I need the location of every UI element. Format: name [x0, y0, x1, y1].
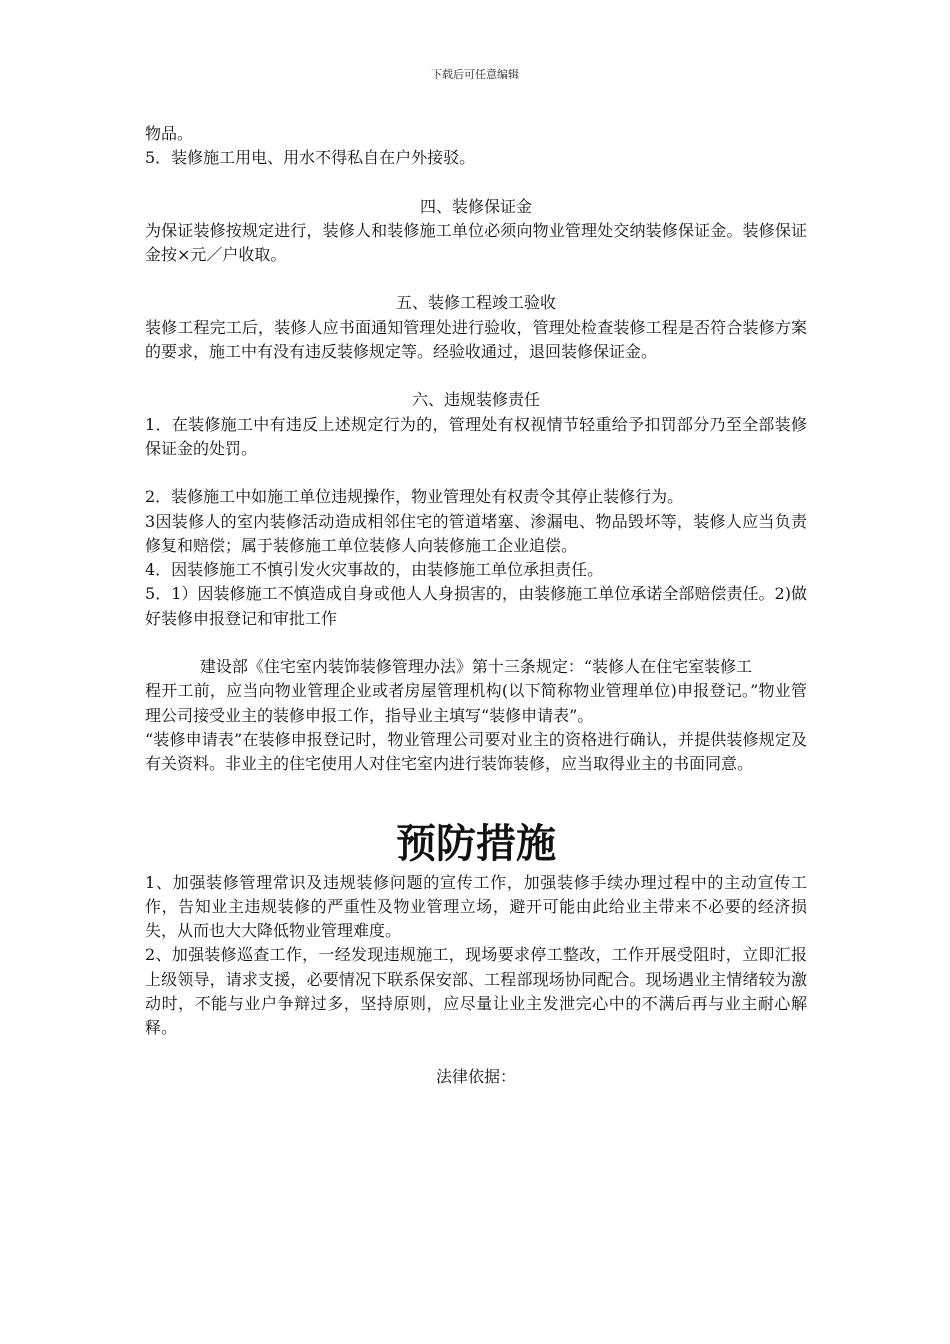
section-title: 预防措施	[396, 820, 556, 867]
paragraph: 物品。	[145, 124, 194, 143]
paragraph: 4．因装修施工不慎引发火灾事故的，由装修施工单位承担责任。	[145, 560, 604, 580]
paragraph: 1、加强装修管理常识及违规装修问题的宣传工作，加强装修手续办理过程中的主动宣传工作，告知业主违规装修的严重性及物业管理立场，避开可能由此给业主带来不必要的经济损失，从而也大大降低物业管理难度。	[145, 872, 807, 941]
page-header: 下载后可任意编辑	[431, 68, 519, 81]
document-body	[145, 122, 807, 1089]
paragraph: 1．在装修施工中有违反上述规定行为的，管理处有权视情节轻重给予扣罚部分乃至全部装修保证金的处罚。	[145, 414, 807, 458]
paragraph: “装修申请表”在装修申报登记时，物业管理公司要对业主的资格进行确认，并提供装修规定及有关资料。非业主的住宅使用人对住宅室内进行装饰装修，应当取得业主的书面同意。	[145, 729, 807, 774]
paragraph: 建设部《住宅室内装饰装修管理办法》第十三条规定：“装修人在住宅室装修工	[199, 657, 753, 677]
paragraph: 程开工前，应当向物业管理企业或者房屋管理机构(以下简称物业管理单位)申报登记。”物业管理公司接受业主的装修申报工作，指导业主填写“装修申请表”。	[145, 681, 807, 725]
paragraph: 装修工程完工后，装修人应书面通知管理处进行验收，管理处检查装修工程是否符合装修方案的要求，施工中有没有违反装修规定等。经验收通过，退回装修保证金。	[145, 317, 807, 362]
paragraph: 为保证装修按规定进行，装修人和装修施工单位必须向物业管理处交纳装修保证金。装修保证金按×元／户收取。	[145, 220, 807, 265]
section-heading: 六、违规装修责任	[411, 390, 540, 410]
section-heading: 四、装修保证金	[419, 196, 532, 216]
paragraph: 2、加强装修巡查工作，一经发现违规施工，现场要求停工整改，工作开展受阻时，立即汇报上级领导，请求支援，必要情况下联系保安部、工程部现场协同配合。现场遇业主情绪较为激动时，不能与业户争辩过多，坚持原则，应尽量让业主发泄完心中的不满后再与业主耐心解释。	[145, 945, 807, 1038]
paragraph: 5．1）因装修施工不慎造成自身或他人人身损害的，由装修施工单位承诺全部赔偿责任。2)做好装修申报登记和审批工作	[145, 584, 807, 628]
paragraph: 3因装修人的室内装修活动造成相邻住宅的管道堵塞、渗漏电、物品毁坏等，装修人应当负责修复和赔偿；属于装修施工单位装修人向装修施工企业追偿。	[145, 511, 807, 555]
paragraph: 法律依据：	[435, 1066, 516, 1086]
paragraph: 5．装修施工用电、用水不得私自在户外接驳。	[145, 148, 476, 168]
section-heading: 五、装修工程竣工验收	[395, 293, 556, 313]
paragraph: 2．装修施工中如施工单位违规操作，物业管理处有权责令其停止装修行为。	[145, 487, 684, 507]
